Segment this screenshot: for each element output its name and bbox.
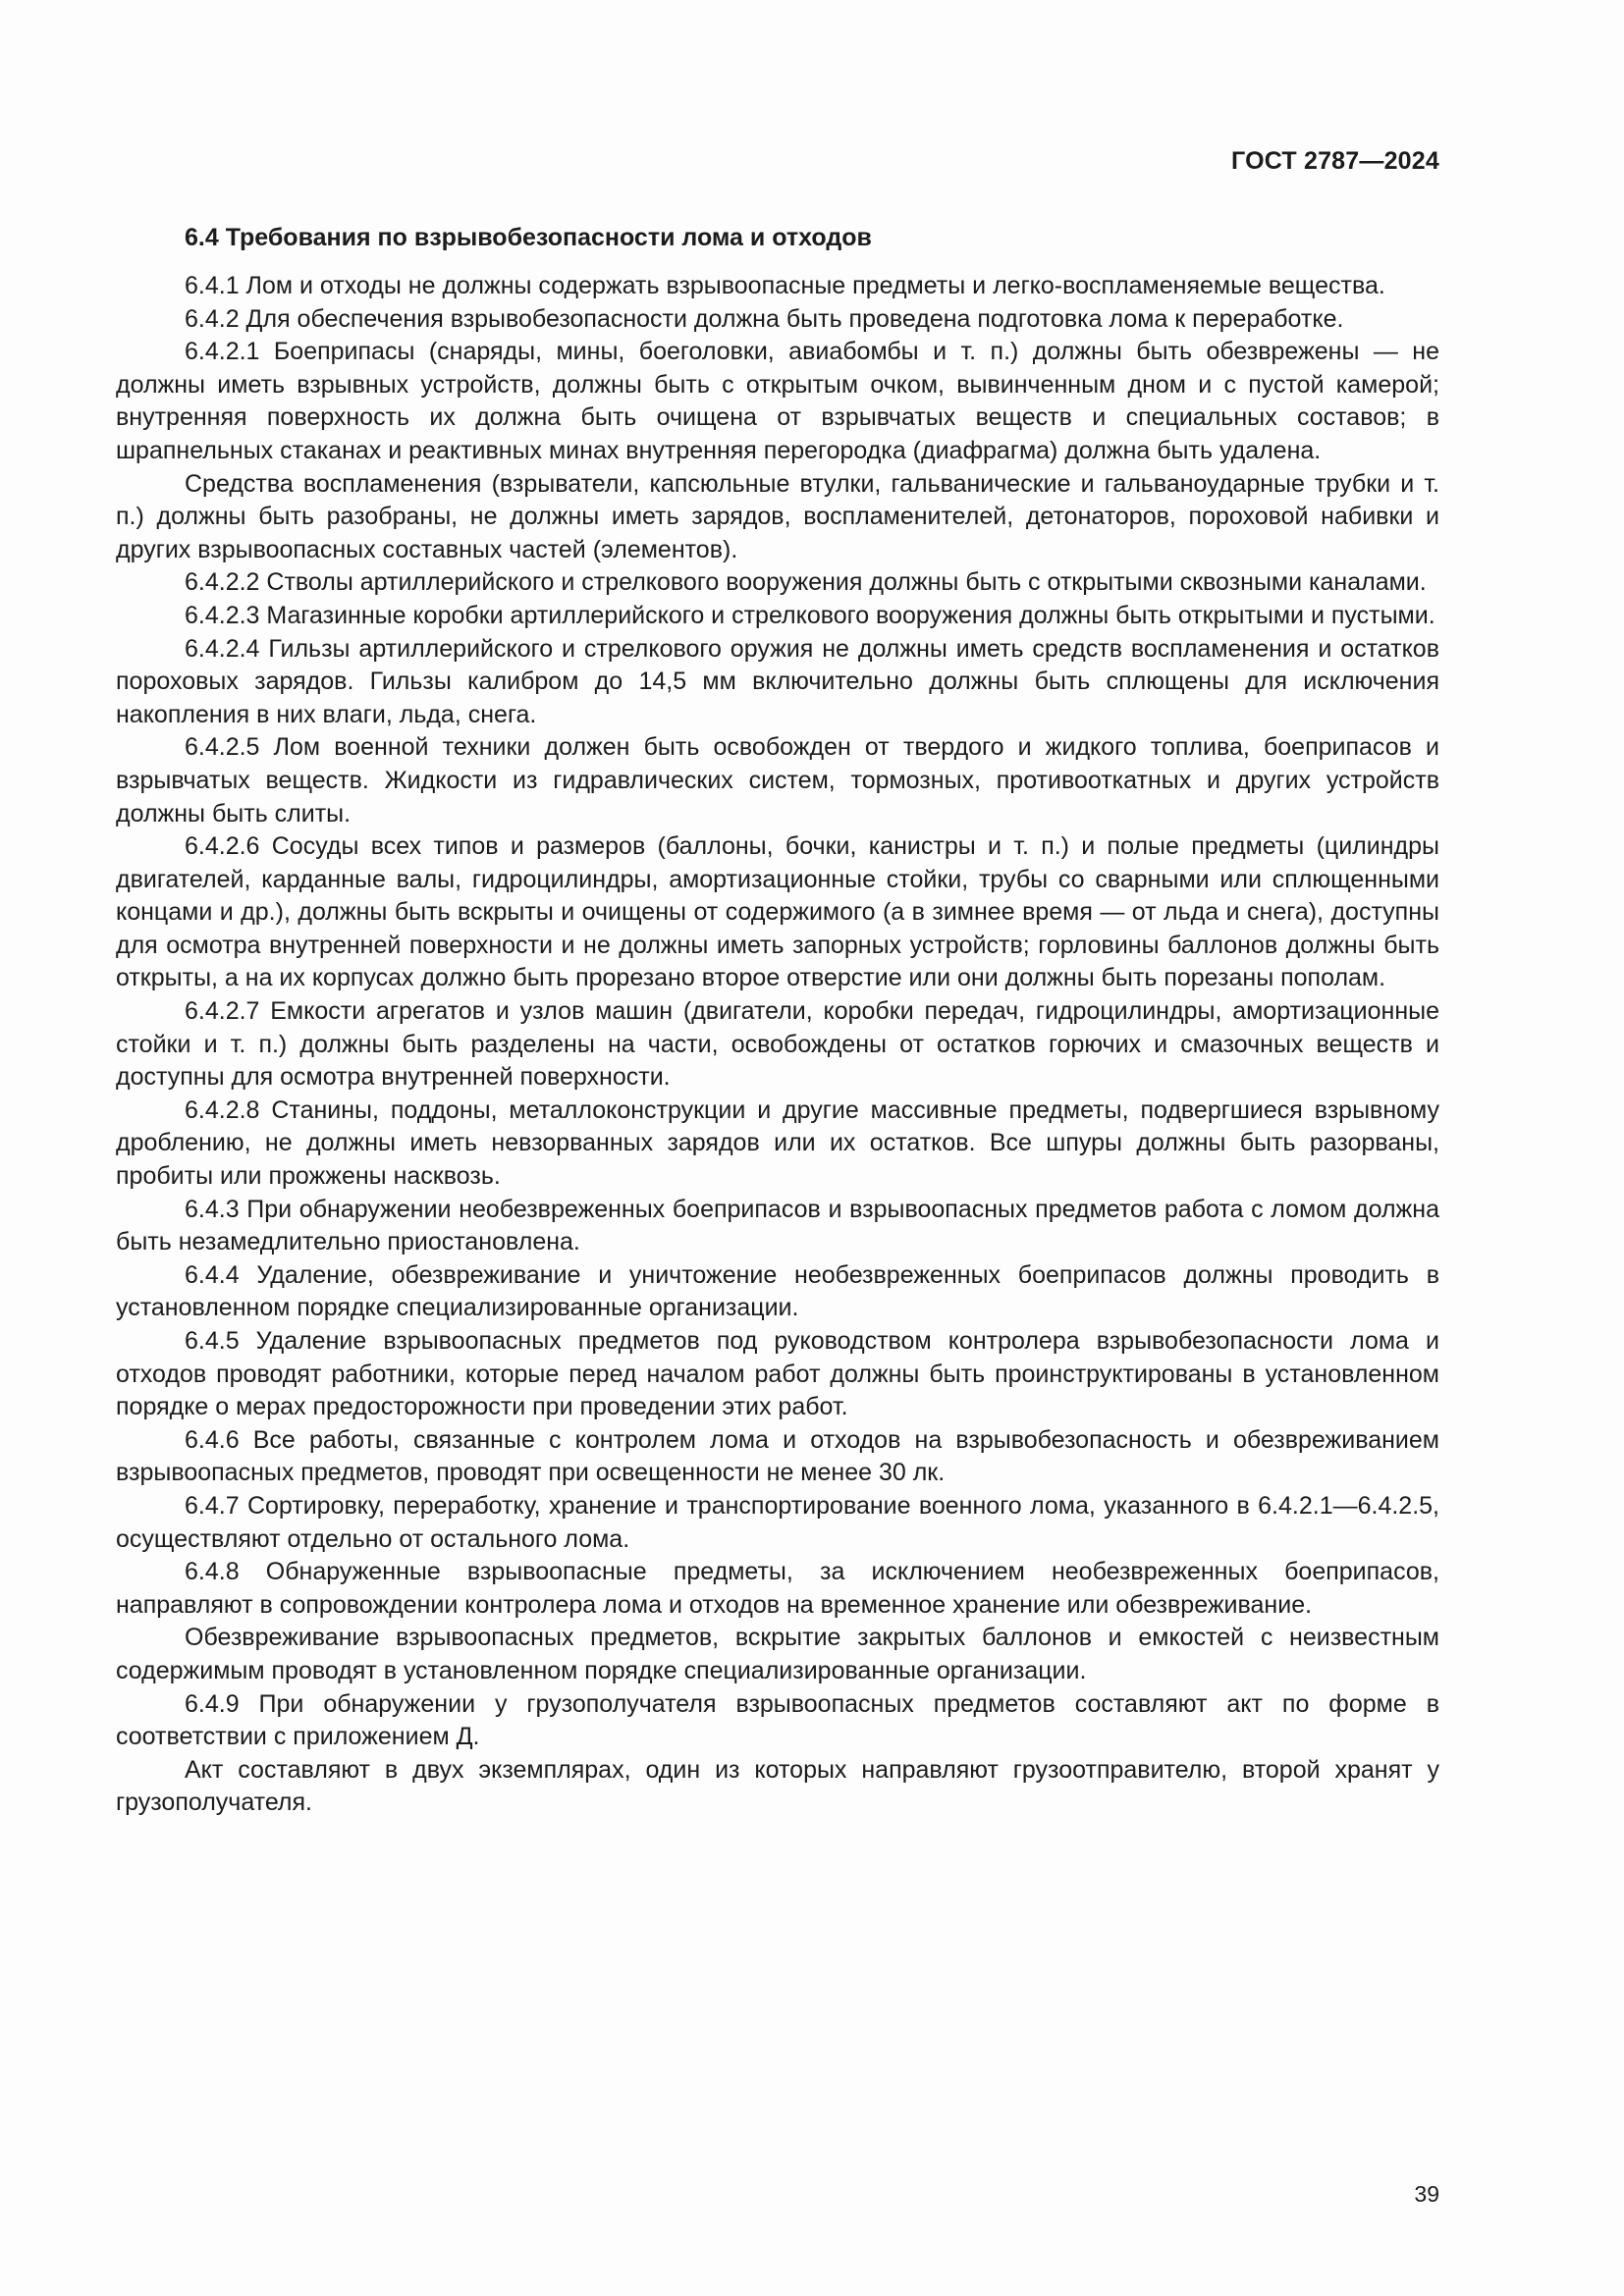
paragraph-6-4-2-8: 6.4.2.8 Станины, поддоны, металлоконструкции и другие массивные предметы, подвергшиеся взрывному дроблению, не должны иметь невзорванных зарядов или их остатков. Все шпуры должны быть разорваны, пробиты или прожжены насквозь.	[116, 1095, 1439, 1191]
paragraph-ignition-means: Средства воспламенения (взрыватели, капсюльные втулки, гальванические и гальваноударные трубки и т. п.) должны быть разобраны, не должны иметь зарядов, воспламенителей, детонаторов, пороховой набивки и других взрывоопасных составных частей (элементов).	[116, 469, 1439, 563]
page-body	[116, 222, 1439, 1820]
paragraph-6-4-9: 6.4.9 При обнаружении у грузополучателя взрывоопасных предметов составляют акт по форме в соответствии с приложением Д.	[116, 1689, 1439, 1751]
paragraph-6-4-4: 6.4.4 Удаление, обезвреживание и уничтожение необезвреженных боеприпасов должны проводить в установленном порядке специализированные организации.	[116, 1260, 1439, 1322]
paragraph-neutralization: Обезвреживание взрывоопасных предметов, вскрытие закрытых баллонов и емкостей с неизвестным содержимым проводят в установленном порядке специализированные организации.	[116, 1624, 1439, 1684]
paragraph-6-4-1: 6.4.1 Лом и отходы не должны содержать взрывоопасные предметы и легко-воспламеняемые вещества.	[185, 272, 1385, 299]
page-number: 39	[1414, 2181, 1439, 2207]
paragraph-6-4-2-6: 6.4.2.6 Сосуды всех типов и размеров (баллоны, бочки, канистры и т. п.) и полые предметы (цилиндры двигателей, карданные валы, гидроцилиндры, амортизационные стойки, трубы со сварными или сплющенными концами и др.), должны быть вскрыты и очищены от содержимого (а в зимнее время — от льда и снега), доступны для осмотра внутренней поверхности и не должны иметь запорных устройств; горловины баллонов должны быть открыты, а на их корпусах должно быть прорезано второе отверстие или они должны быть порезаны пополам.	[116, 832, 1439, 992]
paragraph-6-4-2-2: 6.4.2.2 Стволы артиллерийского и стрелкового вооружения должны быть с открытыми сквозными каналами.	[185, 568, 1427, 597]
paragraph-6-4-2-4: 6.4.2.4 Гильзы артиллерийского и стрелкового оружия не должны иметь средств воспламенения и остатков пороховых зарядов. Гильзы калибром до 14,5 мм включительно должны быть сплющены для исключения накопления в них влаги, льда, снега.	[116, 634, 1439, 728]
paragraph-6-4-7: 6.4.7 Сортировку, переработку, хранение и транспортирование военного лома, указанного в 6.4.2.1—6.4.2.5, осуществляют отдельно от остального лома.	[116, 1491, 1439, 1553]
paragraph-6-4-8: 6.4.8 Обнаруженные взрывоопасные предметы, за исключением необезвреженных боеприпасов, направляют в сопровождении контролера лома и отходов на временное хранение или обезвреживание.	[116, 1558, 1439, 1619]
section-title: 6.4 Требования по взрывобезопасности лома и отходов	[185, 224, 872, 251]
paragraph-6-4-3: 6.4.3 При обнаружении необезвреженных боеприпасов и взрывоопасных предметов работа с ломом должна быть незамедлительно приостановлена.	[116, 1195, 1439, 1256]
paragraph-act-copies: Акт составляют в двух экземплярах, один из которых направляют грузоотправителю, второй хранят у грузополучателя.	[116, 1755, 1439, 1817]
paragraph-6-4-5: 6.4.5 Удаление взрывоопасных предметов под руководством контролера взрывобезопасности лома и отходов проводят работники, которые перед началом работ должны быть проинструктированы в установленном порядке о мерах предосторожности при проведении этих работ.	[116, 1327, 1439, 1421]
paragraph-6-4-2-3: 6.4.2.3 Магазинные коробки артиллерийского и стрелкового вооружения должны быть открытыми и пустыми.	[185, 601, 1435, 629]
paragraph-6-4-6: 6.4.6 Все работы, связанные с контролем лома и отходов на взрывобезопасность и обезвреживанием взрывоопасных предметов, проводят при освещенности не менее 30 лк.	[116, 1425, 1439, 1487]
paragraph-6-4-2-5: 6.4.2.5 Лом военной техники должен быть освобожден от твердого и жидкого топлива, боеприпасов и взрывчатых веществ. Жидкости из гидравлических систем, тормозных, противооткатных и других устройств должны быть слиты.	[116, 733, 1439, 828]
paragraph-6-4-2-7: 6.4.2.7 Емкости агрегатов и узлов машин (двигатели, коробки передач, гидроцилиндры, амортизационные стойки и т. п.) должны быть разделены на части, освобождены от остатков горючих и смазочных веществ и доступны для осмотра внутренней поверхности.	[116, 997, 1439, 1092]
paragraph-6-4-2: 6.4.2 Для обеспечения взрывобезопасности должна быть проведена подготовка лома к переработке.	[185, 304, 1344, 333]
standard-designation: ГОСТ 2787—2024	[1231, 147, 1439, 175]
paragraph-6-4-2-1: 6.4.2.1 Боеприпасы (снаряды, мины, боеголовки, авиабомбы и т. п.) должны быть обезврежены — не должны иметь взрывных устройств, должны быть с открытым очком, вывинченным дном и с пустой камерой; внутренняя поверхность их должна быть очищена от взрывчатых веществ и специальных составов; в шрапнельных стаканах и реактивных минах внутренняя перегородка (диафрагма) должна быть удалена.	[116, 338, 1439, 464]
